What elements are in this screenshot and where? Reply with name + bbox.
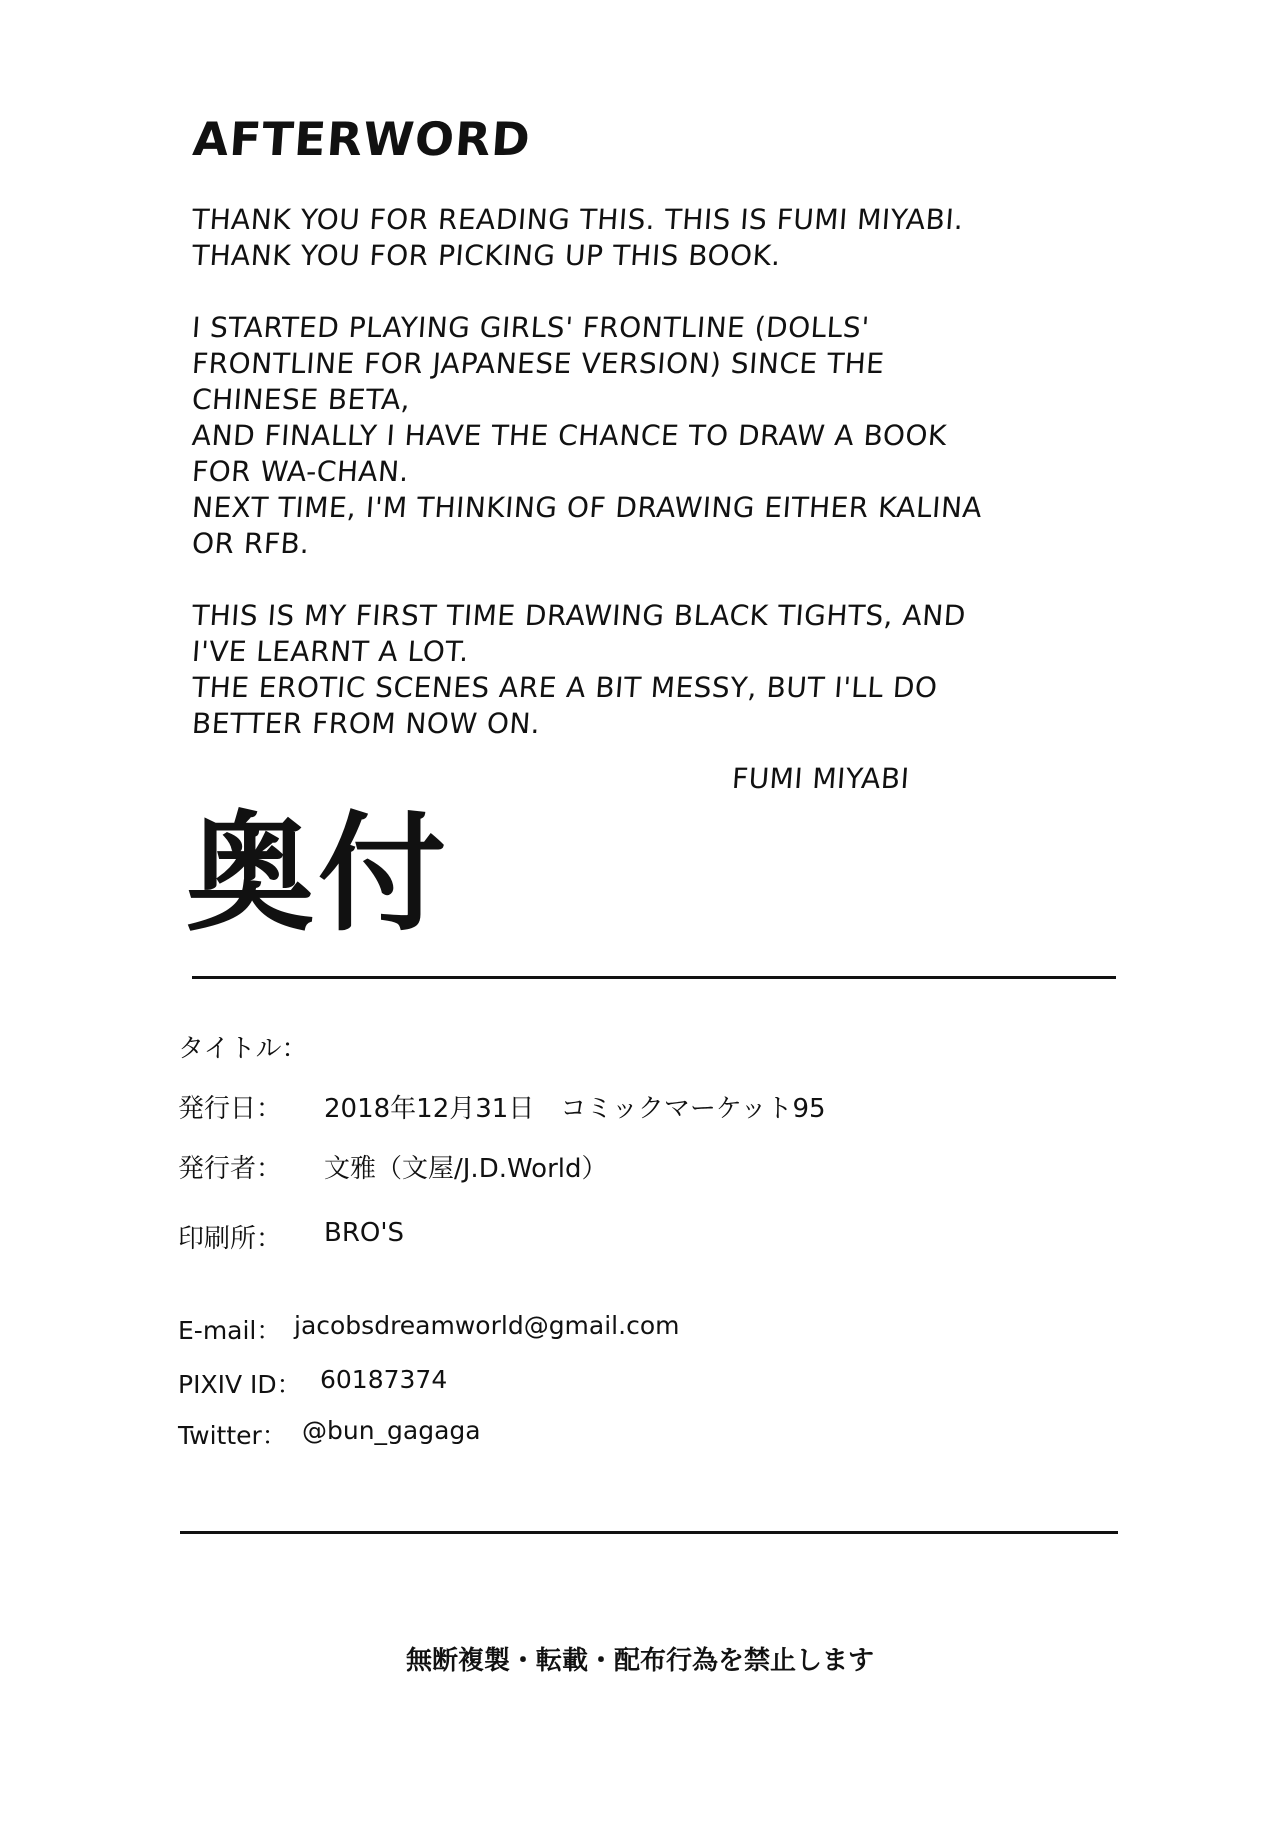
divider-bottom <box>180 1531 1118 1534</box>
afterword-line: FOR WA-CHAN. <box>190 455 411 488</box>
contact-email <box>178 1311 680 1347</box>
field-label: 発行日： <box>178 1094 283 1124</box>
afterword-line: NEXT TIME, I'M THINKING OF DRAWING EITHER KALINA <box>190 491 984 524</box>
field-label: 印刷所： <box>178 1224 283 1254</box>
colophon-heading: 奥付 <box>186 800 451 949</box>
afterword-paragraph <box>190 310 984 562</box>
afterword-line: AND FINALLY I HAVE THE CHANCE TO DRAW A BOOK <box>190 419 948 452</box>
afterword-body <box>190 202 984 778</box>
contact-value: 60187374 <box>320 1365 448 1394</box>
contact-label: PIXIV ID： <box>178 1370 302 1399</box>
afterword-line: THANK YOU FOR READING THIS. THIS IS FUMI MIYABI. <box>190 203 965 236</box>
contact-value: jacobsdreamworld@gmail.com <box>294 1311 680 1340</box>
contact-value: @bun_gagaga <box>302 1416 481 1445</box>
afterword-paragraph <box>190 202 965 274</box>
copyright-notice: 無断複製・転載・配布行為を禁止します <box>405 1646 874 1676</box>
afterword-line: THIS IS MY FIRST TIME DRAWING BLACK TIGHTS, AND <box>190 599 967 632</box>
field-label: タイトル： <box>178 1034 308 1064</box>
field-value: 文雅（文屋/J.D.World） <box>324 1154 608 1184</box>
afterword-line: OR RFB. <box>190 527 311 560</box>
afterword-line: CHINESE BETA, <box>190 383 412 416</box>
contact-label: E-mail： <box>178 1316 282 1345</box>
field-label: 発行者： <box>178 1154 283 1184</box>
afterword-line: I'VE LEARNT A LOT. <box>190 635 471 668</box>
contact-twitter <box>178 1416 481 1452</box>
afterword-line: BETTER FROM NOW ON. <box>190 707 542 740</box>
contact-pixiv <box>178 1365 448 1401</box>
afterword-line: THANK YOU FOR PICKING UP THIS BOOK. <box>190 239 783 272</box>
afterword-line: I STARTED PLAYING GIRLS' FRONTLINE (DOLLS' <box>190 311 871 344</box>
contact-label: Twitter： <box>178 1421 287 1450</box>
afterword-line: THE EROTIC SCENES ARE A BIT MESSY, BUT I'LL DO <box>190 671 939 704</box>
afterword-line: FRONTLINE FOR JAPANESE VERSION) SINCE THE <box>190 347 886 380</box>
afterword-signature: FUMI MIYABI <box>730 762 911 795</box>
afterword-paragraph <box>190 598 967 742</box>
afterword-title: AFTERWORD <box>191 112 533 166</box>
divider-top <box>192 976 1116 979</box>
field-value: BRO'S <box>324 1218 405 1248</box>
field-value: 2018年12月31日 コミックマーケット95 <box>324 1094 826 1124</box>
